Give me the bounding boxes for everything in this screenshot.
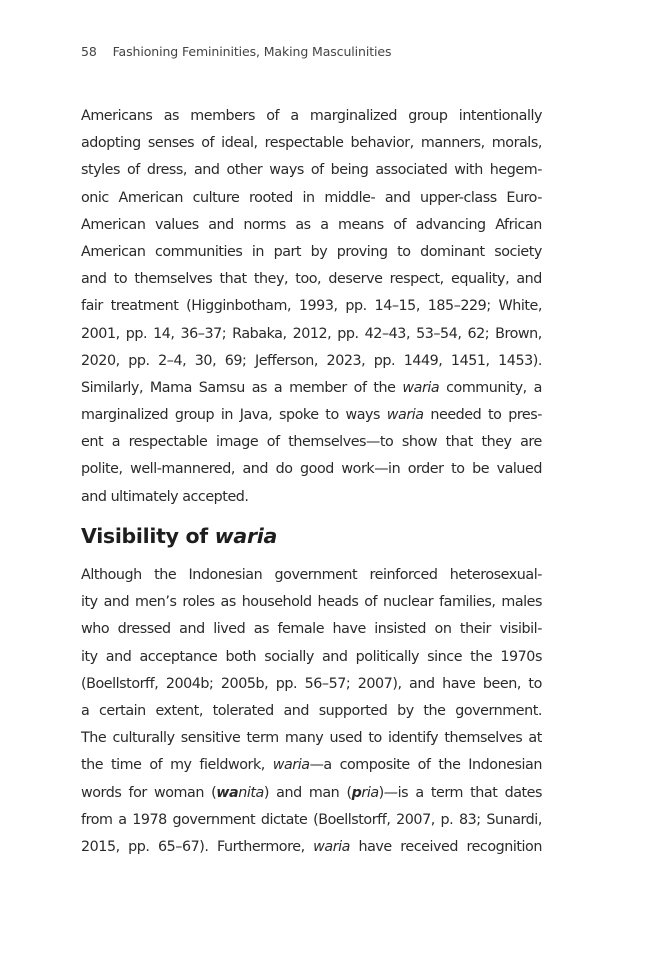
- word: the: [154, 567, 177, 583]
- word: by: [310, 243, 328, 260]
- word: and: [283, 702, 310, 719]
- text-line: [81, 780, 542, 807]
- word: ultimately: [110, 488, 179, 505]
- word: too,: [295, 271, 322, 288]
- word: the: [438, 757, 461, 774]
- word: 56–57;: [304, 675, 351, 692]
- word: recognition: [466, 838, 542, 855]
- word: well-mannered,: [130, 461, 235, 478]
- word: sensitive: [180, 730, 241, 747]
- word: advancing: [415, 216, 486, 233]
- word: insisted: [374, 621, 427, 638]
- word: dressed: [117, 621, 171, 638]
- word: families,: [439, 594, 496, 611]
- word: in: [220, 407, 233, 424]
- text-line: [81, 616, 542, 643]
- word: Sunardi,: [486, 811, 542, 828]
- word: themselves—to: [288, 434, 394, 451]
- word: roles: [182, 594, 215, 611]
- word: of: [266, 434, 280, 451]
- word: member: [289, 379, 347, 396]
- word: 2015,: [81, 838, 120, 855]
- word: proving: [336, 243, 388, 260]
- word: valued: [496, 461, 542, 478]
- word: culture: [192, 189, 240, 206]
- word: and: [516, 271, 542, 288]
- text-line: [81, 834, 542, 861]
- word: a: [415, 784, 424, 801]
- word: heterosexual-: [449, 567, 542, 583]
- word: and: [81, 488, 107, 505]
- word: rooted: [249, 189, 293, 206]
- word: hegem-: [489, 162, 542, 179]
- word: a: [533, 379, 542, 396]
- text-line: [81, 644, 542, 671]
- word: be: [472, 461, 490, 478]
- word: to: [368, 730, 382, 747]
- text-line: [81, 807, 542, 834]
- text-line: [81, 157, 542, 184]
- word: and: [105, 648, 132, 665]
- word: respectable: [128, 434, 208, 451]
- word: respect,: [389, 271, 444, 288]
- text-line: [81, 239, 542, 266]
- word: 2001,: [81, 325, 120, 342]
- word: lived: [213, 621, 246, 638]
- word: group: [174, 407, 215, 424]
- word: to: [451, 461, 465, 478]
- word: pp.: [345, 298, 367, 315]
- word: reinforced: [369, 567, 438, 583]
- word: 2005b,: [220, 675, 269, 692]
- word: government: [172, 811, 256, 828]
- word: of: [364, 594, 378, 611]
- word: work—in: [341, 461, 401, 478]
- word: and: [103, 594, 130, 611]
- word: The: [81, 730, 107, 747]
- word: and: [321, 648, 348, 665]
- word: by: [397, 702, 414, 719]
- word: have: [358, 838, 392, 855]
- word: with: [454, 162, 483, 179]
- word: the: [81, 757, 104, 774]
- word: words: [81, 784, 122, 801]
- word: politically: [355, 648, 420, 665]
- word: term: [430, 784, 463, 801]
- word: as: [163, 108, 179, 124]
- word: dictate: [260, 811, 308, 828]
- word: their: [459, 621, 491, 638]
- word: woman: [154, 784, 204, 801]
- word: ent: [81, 434, 104, 451]
- text-line: [81, 589, 542, 616]
- word: and: [242, 461, 269, 478]
- word: identify: [388, 730, 439, 747]
- word: of: [266, 108, 280, 124]
- word: 2012,: [292, 325, 332, 342]
- word: are: [520, 434, 542, 451]
- word: 2023,: [326, 352, 366, 369]
- word: senses: [147, 135, 195, 152]
- word: to: [528, 675, 542, 692]
- text-line: [81, 752, 542, 779]
- word: males: [501, 594, 542, 611]
- word: middle-: [324, 189, 376, 206]
- section-heading: [81, 524, 277, 548]
- text-line: [81, 429, 542, 456]
- word: dress,: [146, 162, 188, 179]
- text-line: [81, 562, 542, 589]
- word: to: [113, 271, 128, 288]
- word: 30,: [194, 352, 217, 369]
- paragraph-2: [81, 562, 542, 861]
- word: extent,: [155, 702, 203, 719]
- word: deserve: [328, 271, 383, 288]
- word: to: [325, 407, 339, 424]
- word: p.: [440, 811, 454, 828]
- word: to: [488, 407, 502, 424]
- word: means: [338, 216, 384, 233]
- word: 42–43,: [364, 325, 411, 342]
- word: the: [470, 648, 493, 665]
- word: many: [284, 730, 324, 747]
- word: a: [81, 702, 90, 719]
- word: the: [373, 379, 396, 396]
- word: dates: [504, 784, 542, 801]
- word: received: [400, 838, 458, 855]
- word: of: [149, 757, 163, 774]
- word: government.: [455, 702, 542, 719]
- word: waria: [313, 838, 350, 855]
- word: for: [128, 784, 147, 801]
- word: 2007),: [357, 675, 402, 692]
- word: ideal,: [221, 135, 258, 152]
- word: used: [329, 730, 363, 747]
- word: polite,: [81, 461, 123, 478]
- text-line: [81, 321, 542, 348]
- text-line: [81, 348, 542, 375]
- word: themselves: [134, 271, 213, 288]
- word: they,: [253, 271, 289, 288]
- word: 2007,: [396, 811, 435, 828]
- word: 1451,: [450, 352, 490, 369]
- word: 1978: [132, 811, 167, 828]
- word: men’s: [134, 594, 177, 611]
- word: respectable: [264, 135, 344, 152]
- word: 1449,: [403, 352, 443, 369]
- word: to: [397, 243, 411, 260]
- word: norms: [243, 216, 286, 233]
- word: in: [302, 189, 315, 206]
- word: acceptance: [139, 648, 218, 665]
- word: and: [193, 162, 220, 179]
- word: dominant: [420, 243, 485, 260]
- word: behavior,: [350, 135, 414, 152]
- word: Indonesian: [468, 757, 542, 774]
- word: do: [275, 461, 293, 478]
- word: adopting: [81, 135, 141, 152]
- word: and: [409, 675, 435, 692]
- text-line: [81, 725, 542, 752]
- word: intentionally: [458, 108, 542, 124]
- word: order: [407, 461, 444, 478]
- word: term: [246, 730, 279, 747]
- word: 14–15,: [374, 298, 420, 315]
- word: good: [300, 461, 334, 478]
- text-line: [81, 130, 542, 157]
- word: marginalized: [81, 407, 169, 424]
- word: members: [190, 108, 255, 124]
- word: and: [179, 621, 205, 638]
- text-line: [81, 212, 542, 239]
- text-line: [81, 103, 542, 130]
- word: female: [277, 621, 325, 638]
- word: society: [494, 243, 542, 260]
- word: nuclear: [382, 594, 434, 611]
- word: as: [220, 594, 236, 611]
- word: pp.: [128, 838, 150, 855]
- text-line: [81, 484, 542, 511]
- word: (Higginbotham,: [186, 298, 292, 315]
- word: composite: [339, 757, 410, 774]
- word: certain: [98, 702, 146, 719]
- word: and: [384, 189, 411, 206]
- word: my: [170, 757, 192, 774]
- word: and: [276, 784, 302, 801]
- text-line: [81, 375, 542, 402]
- word: 65–67).: [158, 838, 209, 855]
- word: Samsu: [198, 379, 245, 396]
- word: American: [81, 216, 146, 233]
- word: both: [225, 648, 257, 665]
- text-line: [81, 671, 542, 698]
- word: ways: [269, 162, 304, 179]
- word: waria—a: [272, 757, 332, 774]
- word: 2020,: [81, 352, 120, 369]
- word: a: [118, 811, 127, 828]
- word: being: [330, 162, 369, 179]
- word: of: [201, 135, 215, 152]
- word: upper-class: [420, 189, 497, 206]
- word: who: [81, 621, 110, 638]
- word: time: [110, 757, 142, 774]
- word: since: [427, 648, 463, 665]
- word: of: [417, 757, 431, 774]
- word: accepted.: [182, 488, 249, 505]
- word: Americans: [81, 108, 153, 124]
- word: tolerated: [212, 702, 274, 719]
- word: styles: [81, 162, 121, 179]
- word: (Boellstorff,: [313, 811, 391, 828]
- word: American: [81, 243, 146, 260]
- word: 14,: [153, 325, 175, 342]
- word: socially: [264, 648, 314, 665]
- section-heading-italic: waria: [214, 524, 278, 548]
- word: the: [423, 702, 446, 719]
- word: been,: [482, 675, 521, 692]
- paragraph-1: [81, 103, 542, 511]
- word: 1453).: [498, 352, 542, 369]
- text-line: [81, 293, 542, 320]
- word: fieldwork,: [199, 757, 265, 774]
- word: White,: [498, 298, 542, 315]
- word: a: [320, 216, 329, 233]
- word: Euro-: [506, 189, 542, 206]
- word: treatment: [110, 298, 179, 315]
- word: government: [274, 567, 358, 583]
- word: as: [251, 379, 267, 396]
- word: have: [442, 675, 476, 692]
- word: heads: [317, 594, 359, 611]
- word: part: [273, 243, 302, 260]
- word: manners,: [420, 135, 485, 152]
- word: Jefferson,: [254, 352, 318, 369]
- word: in: [251, 243, 265, 260]
- word: they: [481, 434, 512, 451]
- word: (pria)—is: [346, 784, 409, 801]
- word: that: [445, 434, 473, 451]
- word: Java,: [239, 407, 273, 424]
- word: waria: [402, 379, 440, 396]
- word: (Boellstorff,: [81, 675, 159, 692]
- page-number: 58: [81, 44, 97, 59]
- word: needed: [430, 407, 482, 424]
- word: of: [393, 216, 407, 233]
- word: culturally: [112, 730, 175, 747]
- word: 83;: [458, 811, 481, 828]
- word: Mama: [149, 379, 192, 396]
- word: man: [308, 784, 340, 801]
- word: Similarly,: [81, 379, 144, 396]
- word: ity: [81, 594, 98, 611]
- word: show: [401, 434, 438, 451]
- word: of: [353, 379, 367, 396]
- word: 2–4,: [158, 352, 187, 369]
- word: spoke: [278, 407, 319, 424]
- word: 69;: [224, 352, 247, 369]
- word: 1970s: [500, 648, 542, 665]
- word: supported: [318, 702, 388, 719]
- word: pp.: [373, 352, 396, 369]
- word: 62;: [467, 325, 490, 342]
- word: 36–37;: [180, 325, 227, 342]
- running-head: [81, 44, 391, 59]
- word: 185–229;: [427, 298, 491, 315]
- word: a: [273, 379, 283, 396]
- word: visibil-: [499, 621, 542, 638]
- word: other: [226, 162, 263, 179]
- word: household: [241, 594, 312, 611]
- word: communities: [154, 243, 243, 260]
- word: waria: [386, 407, 424, 424]
- word: pp.: [125, 325, 148, 342]
- word: a: [290, 108, 299, 124]
- word: group: [408, 108, 448, 124]
- word: pp.: [337, 325, 359, 342]
- word: onic: [81, 189, 109, 206]
- text-line: [81, 402, 542, 429]
- word: Furthermore,: [217, 838, 305, 855]
- word: 2004b;: [165, 675, 214, 692]
- word: ways: [345, 407, 381, 424]
- word: Brown,: [495, 325, 542, 342]
- word: have: [332, 621, 366, 638]
- word: 53–54,: [416, 325, 462, 342]
- running-title: Fashioning Femininities, Making Masculinities: [112, 44, 392, 59]
- word: 1993,: [298, 298, 338, 315]
- text-line: [81, 456, 542, 483]
- word: morals,: [491, 135, 542, 152]
- word: Indonesian: [188, 567, 263, 583]
- word: on: [434, 621, 452, 638]
- word: as: [295, 216, 311, 233]
- word: as: [253, 621, 269, 638]
- word: pres-: [508, 407, 542, 424]
- word: pp.: [275, 675, 298, 692]
- section-heading-text: Visibility of: [81, 524, 215, 548]
- word: African: [495, 216, 542, 233]
- word: that: [470, 784, 498, 801]
- word: themselves: [444, 730, 523, 747]
- text-line: [81, 266, 542, 293]
- word: (wanita): [211, 784, 269, 801]
- word: a: [111, 434, 120, 451]
- word: of: [127, 162, 140, 179]
- word: pp.: [128, 352, 150, 369]
- word: Although: [81, 567, 142, 583]
- word: values: [154, 216, 199, 233]
- word: associated: [375, 162, 448, 179]
- word: image: [215, 434, 259, 451]
- text-line: [81, 185, 542, 212]
- word: American: [118, 189, 183, 206]
- word: fair: [81, 298, 103, 315]
- text-line: [81, 698, 542, 725]
- word: equality,: [450, 271, 510, 288]
- word: of: [310, 162, 324, 179]
- word: Rabaka,: [232, 325, 287, 342]
- word: and: [81, 271, 107, 288]
- word: community,: [446, 379, 527, 396]
- word: and: [208, 216, 234, 233]
- word: ity: [81, 648, 98, 665]
- word: that: [219, 271, 247, 288]
- word: at: [528, 730, 542, 747]
- word: from: [81, 811, 113, 828]
- word: marginalized: [309, 108, 398, 124]
